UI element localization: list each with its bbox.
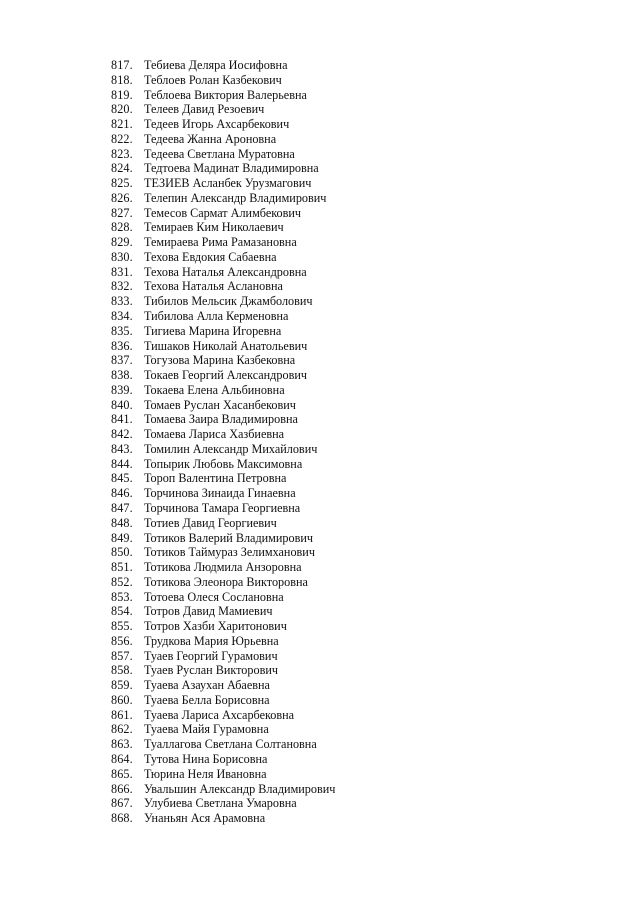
list-item-number: 847. [111, 500, 133, 515]
list-item-name: Тогузова Марина Казбековна [144, 353, 296, 368]
list-item [111, 294, 335, 309]
numbered-name-list [111, 58, 335, 826]
list-item-name: Тотиков Таймураз Зелимханович [144, 545, 315, 560]
list-item-number: 856. [111, 633, 133, 648]
list-item [111, 147, 335, 162]
list-item-number: 868. [111, 811, 133, 826]
list-item-number: 861. [111, 707, 133, 722]
list-item-number: 848. [111, 515, 133, 530]
list-item-number: 852. [111, 574, 133, 589]
list-item-number: 819. [111, 87, 133, 102]
list-item-name: Телепин Александр Владимирович [144, 190, 327, 205]
list-item-number: 822. [111, 131, 133, 146]
list-item-name: Торчинова Зинаида Гинаевна [144, 486, 296, 501]
list-item-number: 857. [111, 648, 133, 663]
list-item [111, 575, 335, 590]
list-item-name: Тюрина Неля Ивановна [144, 766, 267, 781]
list-item-name: Торчинова Тамара Георгиевна [144, 500, 301, 515]
list-item-name: Увальшин Александр Владимирович [144, 781, 336, 796]
list-item-name: Томаева Лариса Хазбиевна [144, 427, 285, 442]
list-item [111, 132, 335, 147]
list-item-name: Темираева Рима Рамазановна [144, 235, 297, 250]
list-item [111, 649, 335, 664]
list-item [111, 604, 335, 619]
list-item [111, 752, 335, 767]
list-item-number: 843. [111, 441, 133, 456]
list-item-number: 859. [111, 678, 133, 693]
list-item [111, 678, 335, 693]
list-item [111, 102, 335, 117]
list-item-name: Туаев Георгий Гурамович [144, 648, 278, 663]
list-item [111, 590, 335, 605]
list-item-number: 845. [111, 471, 133, 486]
list-item [111, 398, 335, 413]
list-item [111, 811, 335, 826]
list-item [111, 471, 335, 486]
list-item [111, 545, 335, 560]
list-item [111, 161, 335, 176]
list-item-name: Тотиков Валерий Владимирович [144, 530, 313, 545]
list-item-name: Тебиева Деляра Иосифовна [144, 58, 288, 72]
list-item-number: 829. [111, 235, 133, 250]
list-item-name: Токаев Георгий Александрович [144, 368, 307, 383]
list-item-number: 849. [111, 530, 133, 545]
list-item-name: Техова Евдокия Сабаевна [144, 249, 277, 264]
list-item [111, 58, 335, 73]
list-item-number: 839. [111, 382, 133, 397]
list-item-name: Тотров Давид Мамиевич [144, 604, 273, 619]
list-item [111, 722, 335, 737]
list-item-number: 844. [111, 456, 133, 471]
list-item-name: Тедеева Светлана Муратовна [144, 146, 295, 161]
list-item [111, 88, 335, 103]
list-item [111, 457, 335, 472]
list-item-name: Тибилова Алла Керменовна [144, 309, 289, 324]
list-item-number: 828. [111, 220, 133, 235]
list-item-number: 865. [111, 766, 133, 781]
list-item [111, 708, 335, 723]
list-item-name: Туаева Азаухан Абаевна [144, 678, 270, 693]
list-item [111, 427, 335, 442]
list-item-name: Теблоев Ролан Казбекович [144, 72, 282, 87]
list-item-name: Трудкова Мария Юрьевна [144, 633, 279, 648]
list-item-number: 824. [111, 161, 133, 176]
list-item [111, 486, 335, 501]
list-item-number: 830. [111, 249, 133, 264]
list-item-number: 853. [111, 589, 133, 604]
list-item-number: 825. [111, 176, 133, 191]
list-item-number: 862. [111, 722, 133, 737]
list-item [111, 353, 335, 368]
list-item-number: 823. [111, 146, 133, 161]
list-item-number: 833. [111, 294, 133, 309]
list-item-number: 832. [111, 279, 133, 294]
list-item-number: 836. [111, 338, 133, 353]
list-item-name: Темираев Ким Николаевич [144, 220, 284, 235]
list-item-name: Топырик Любовь Максимовна [144, 456, 303, 471]
list-item-name: Тотиев Давид Георгиевич [144, 515, 277, 530]
list-item [111, 782, 335, 797]
list-item-name: Тедеев Игорь Ахсарбекович [144, 117, 290, 132]
list-item-name: Туаева Лариса Ахсарбековна [144, 707, 295, 722]
list-item-number: 831. [111, 264, 133, 279]
list-item [111, 501, 335, 516]
list-item-number: 863. [111, 737, 133, 752]
list-item-number: 864. [111, 751, 133, 766]
list-item [111, 634, 335, 649]
list-item [111, 206, 335, 221]
list-item-number: 834. [111, 309, 133, 324]
list-item-name: Томаев Руслан Хасанбекович [144, 397, 296, 412]
list-item-name: Томилин Александр Михайлович [144, 441, 318, 456]
list-item-number: 867. [111, 796, 133, 811]
list-item-number: 838. [111, 368, 133, 383]
list-item-name: Тороп Валентина Петровна [144, 471, 287, 486]
list-item [111, 235, 335, 250]
list-item-number: 840. [111, 397, 133, 412]
list-item-number: 820. [111, 102, 133, 117]
list-item-number: 818. [111, 72, 133, 87]
list-item [111, 73, 335, 88]
list-item-name: Туаев Руслан Викторович [144, 663, 278, 678]
list-item-number: 817. [111, 58, 133, 72]
list-item-number: 854. [111, 604, 133, 619]
list-item [111, 693, 335, 708]
list-item-name: Тибилов Мельсик Джамболович [144, 294, 313, 309]
list-item [111, 412, 335, 427]
list-item-name: Техова Наталья Аслановна [144, 279, 283, 294]
list-item-number: 866. [111, 781, 133, 796]
list-item-number: 851. [111, 560, 133, 575]
list-item [111, 220, 335, 235]
list-item-number: 827. [111, 205, 133, 220]
list-item [111, 767, 335, 782]
list-item [111, 339, 335, 354]
list-item-number: 835. [111, 323, 133, 338]
list-item-name: Телеев Давид Резоевич [144, 102, 265, 117]
list-item-name: Улубиева Светлана Умаровна [144, 796, 297, 811]
list-item [111, 442, 335, 457]
list-item-name: Теблоева Виктория Валерьевна [144, 87, 307, 102]
list-item [111, 368, 335, 383]
list-item-number: 860. [111, 692, 133, 707]
list-item-name: Тедеева Жанна Ароновна [144, 131, 277, 146]
list-item [111, 531, 335, 546]
list-item-number: 837. [111, 353, 133, 368]
list-item-name: Тотоева Олеся Сослановна [144, 589, 284, 604]
list-item-number: 855. [111, 619, 133, 634]
list-item [111, 309, 335, 324]
list-item-name: Тотикова Элеонора Викторовна [144, 574, 308, 589]
list-item-name: Тишаков Николай Анатольевич [144, 338, 308, 353]
list-item-name: Томаева Заира Владимировна [144, 412, 298, 427]
list-item-name: Токаева Елена Альбиновна [144, 382, 285, 397]
list-item [111, 663, 335, 678]
list-item [111, 619, 335, 634]
list-item [111, 176, 335, 191]
list-item [111, 383, 335, 398]
list-item-number: 846. [111, 486, 133, 501]
list-item-name: Тигиева Марина Игоревна [144, 323, 282, 338]
list-item [111, 117, 335, 132]
list-item-name: Туаева Майя Гурамовна [144, 722, 269, 737]
list-item-number: 850. [111, 545, 133, 560]
list-item [111, 191, 335, 206]
list-item [111, 560, 335, 575]
list-item-name: Тедтоева Мадинат Владимировна [144, 161, 319, 176]
list-item [111, 516, 335, 531]
list-item-number: 842. [111, 427, 133, 442]
list-item-name: Тотров Хазби Харитонович [144, 619, 287, 634]
list-item [111, 796, 335, 811]
list-item-name: Тутова Нина Борисовна [144, 751, 268, 766]
list-item-number: 841. [111, 412, 133, 427]
list-item-number: 821. [111, 117, 133, 132]
list-item-name: ТЕЗИЕВ Асланбек Урузмагович [144, 176, 312, 191]
list-item-name: Туаллагова Светлана Солтановна [144, 737, 317, 752]
list-item [111, 265, 335, 280]
list-item-name: Туаева Белла Борисовна [144, 692, 270, 707]
list-item-number: 858. [111, 663, 133, 678]
list-item-name: Унаньян Ася Арамовна [144, 811, 266, 826]
list-item-number: 826. [111, 190, 133, 205]
list-item [111, 737, 335, 752]
list-item [111, 250, 335, 265]
list-item-name: Тотикова Людмила Анзоровна [144, 560, 302, 575]
list-item [111, 279, 335, 294]
list-item [111, 324, 335, 339]
list-item-name: Темесов Сармат Алимбекович [144, 205, 302, 220]
list-item-name: Техова Наталья Александровна [144, 264, 307, 279]
